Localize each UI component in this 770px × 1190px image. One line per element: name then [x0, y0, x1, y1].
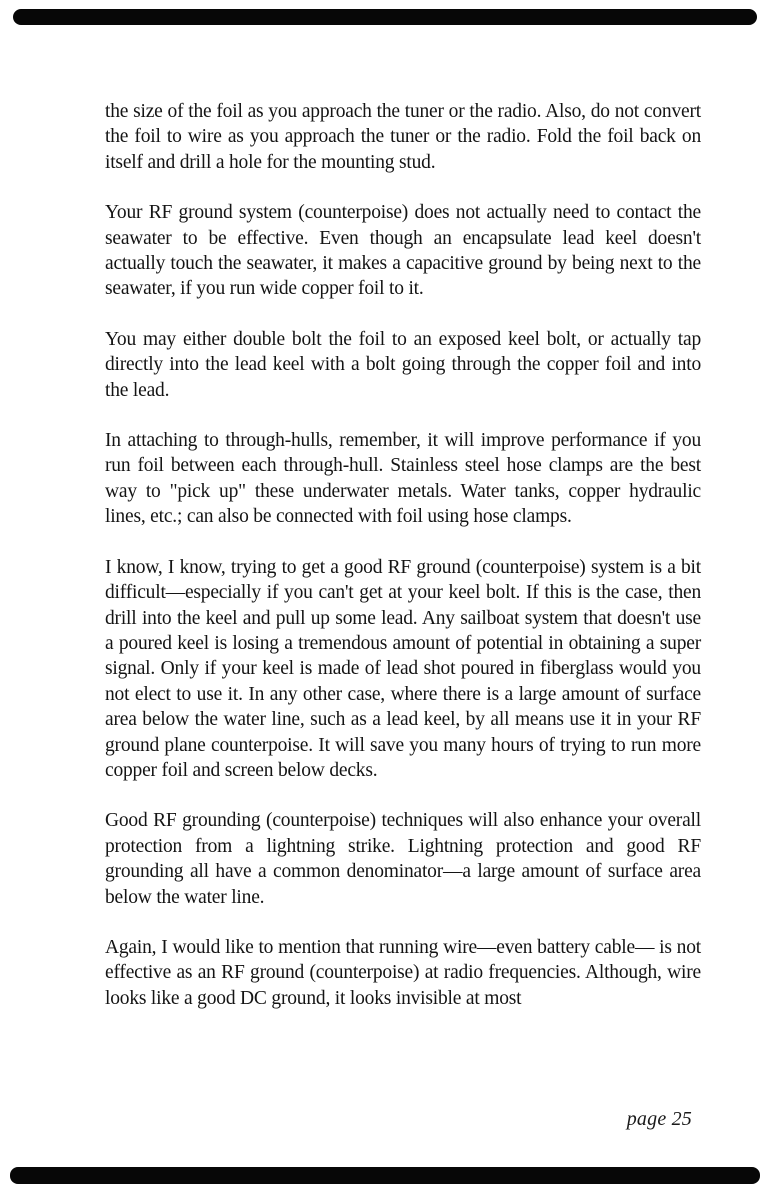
body-paragraph: Good RF grounding (counterpoise) techniques will also enhance your overall protection from a lightning strike. Lightning protection and good RF grounding all have a common denominator—a large amount of surface area below the water line. — [105, 810, 701, 908]
body-paragraph: I know, I know, trying to get a good RF ground (counterpoise) system is a bit difficult—especially if you can't get at your keel bolt. If this is the case, then drill into the keel and pull up some lead. Any sailboat system that doesn't use a poured keel is losing a tremendous amount of potential in obtaining a super signal. Only if your keel is made of lead shot poured in fiberglass would you not elect to use it. In any other case, where there is a large amount of surface area below the water line, such as a lead keel, by all means use it in your RF ground plane counterpoise. It will save you many hours of trying to run more copper foil and screen below decks. — [105, 556, 701, 781]
scan-artifact-top — [13, 9, 757, 25]
scan-artifact-bottom — [10, 1167, 760, 1184]
body-paragraph: the size of the foil as you approach the tuner or the radio. Also, do not convert the foil to wire as you approach the tuner or the radio. Fold the foil back on itself and drill a hole for the mounting stud. — [105, 101, 701, 173]
body-paragraph: You may either double bolt the foil to an exposed keel bolt, or actually tap directly into the lead keel with a bolt going through the copper foil and into the lead. — [105, 328, 701, 401]
body-paragraph: In attaching to through-hulls, remember, it will improve performance if you run foil between each through-hull. Stainless steel hose clamps are the best way to "pick up" these underwater metals. Water tanks, copper hydraulic lines, etc.; can also be connected with foil using hose clamps. — [105, 430, 701, 528]
body-paragraph: Again, I would like to mention that running wire—even battery cable— is not effective as an RF ground (counterpoise) at radio frequencies. Although, wire looks like a good DC ground, it looks invisible at most — [105, 936, 701, 1009]
page-number: page 25 — [626, 1108, 692, 1130]
body-text-block — [105, 99, 701, 1036]
body-paragraph: Your RF ground system (counterpoise) does not actually need to contact the seawater to be effective. Even though an encapsulate lead keel doesn't actually touch the seawater, it makes a capacitive ground by being next to the seawater, if you run wide copper foil to it. — [105, 202, 701, 300]
